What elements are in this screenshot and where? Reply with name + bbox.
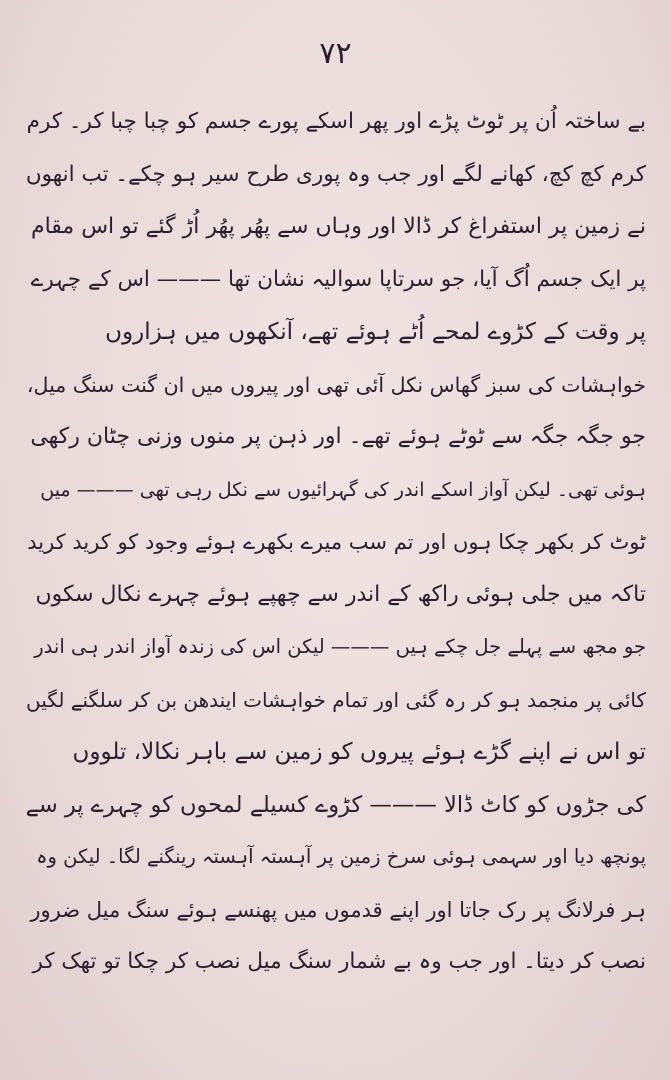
text-line: جو جگہ جگہ سے ٹوٹے ہوئے تھے۔ اور ذہن پر منوں وزنی چٹان رکھی: [30, 424, 646, 449]
text-line: کائی پر منجمد ہو کر رہ گئی اور تمام خواہشات ایندھن بن کر سلگنے لگیں: [26, 687, 646, 712]
text-line: نصب کر دیتا۔ اور جب وہ بے شمار سنگ میل نصب کر چکا تو تھک کر: [32, 949, 646, 974]
text-line: بے ساختہ اُن پر ٹوٹ پڑے اور پھر اسکے پورے جسم کو چبا چبا کر۔ کرم: [26, 109, 646, 134]
text-line: پونچھ دیا اور سہمی ہوئی سرخ زمین پر آہستہ آہستہ رینگنے لگا۔ لیکن وہ: [36, 845, 646, 868]
text-line: جو مجھ سے پہلے جل چکے ہیں ——— لیکن اس کی زندہ آواز اندر ہی اندر: [34, 635, 646, 658]
text-line: تاکہ میں جلی ہوئی راکھ کے اندر سے چھپے ہوئے چہرے نکال سکوں: [35, 581, 646, 607]
page-number: ۷۲: [319, 36, 352, 71]
text-line: کرم کچ کچ، کھانے لگے اور جب وہ پوری طرح سیر ہو چکے۔ تب انھوں: [26, 161, 646, 187]
text-line: ٹوٹ کر بکھر چکا ہوں اور تم سب میرے بکھرے ہوئے وجود کو کرید کرید: [27, 530, 646, 554]
text-line: ہوئی تھی۔ لیکن آواز اسکے اندر کی گہرائیوں سے نکل رہی تھی ——— میں: [40, 478, 646, 501]
text-line: پر ایک جسم اُگ آیا، جو سرتاپا سوالیہ نشان تھا ——— اس کے چہرے: [30, 266, 646, 292]
text-line: ہر فرلانگ پر رک جاتا اور اپنے قدموں میں پھنسے ہوئے سنگ میل ضرور: [30, 897, 646, 922]
text-line: خواہشات کی سبز گھاس نکل آئی تھی اور پیروں میں ان گنت سنگ میل،: [26, 372, 646, 397]
text-line: تو اس نے اپنے گڑے ہوئے پیروں کو زمین سے باہر نکالا، تلووں: [72, 739, 646, 765]
text-line: نے زمین پر استفراغ کر ڈالا اور وہاں سے پھُر پھُر اُڑ گئے تو اس مقام: [30, 214, 646, 239]
urdu-text-body: [26, 96, 646, 989]
text-line: کی جڑوں کو کاٹ ڈالا ——— کڑوے کسیلے لمحوں کو چہرے پر سے: [26, 791, 646, 818]
text-line: پر وقت کے کڑوے لمحے اُٹے ہوئے تھے، آنکھوں میں ہزاروں: [105, 319, 646, 345]
